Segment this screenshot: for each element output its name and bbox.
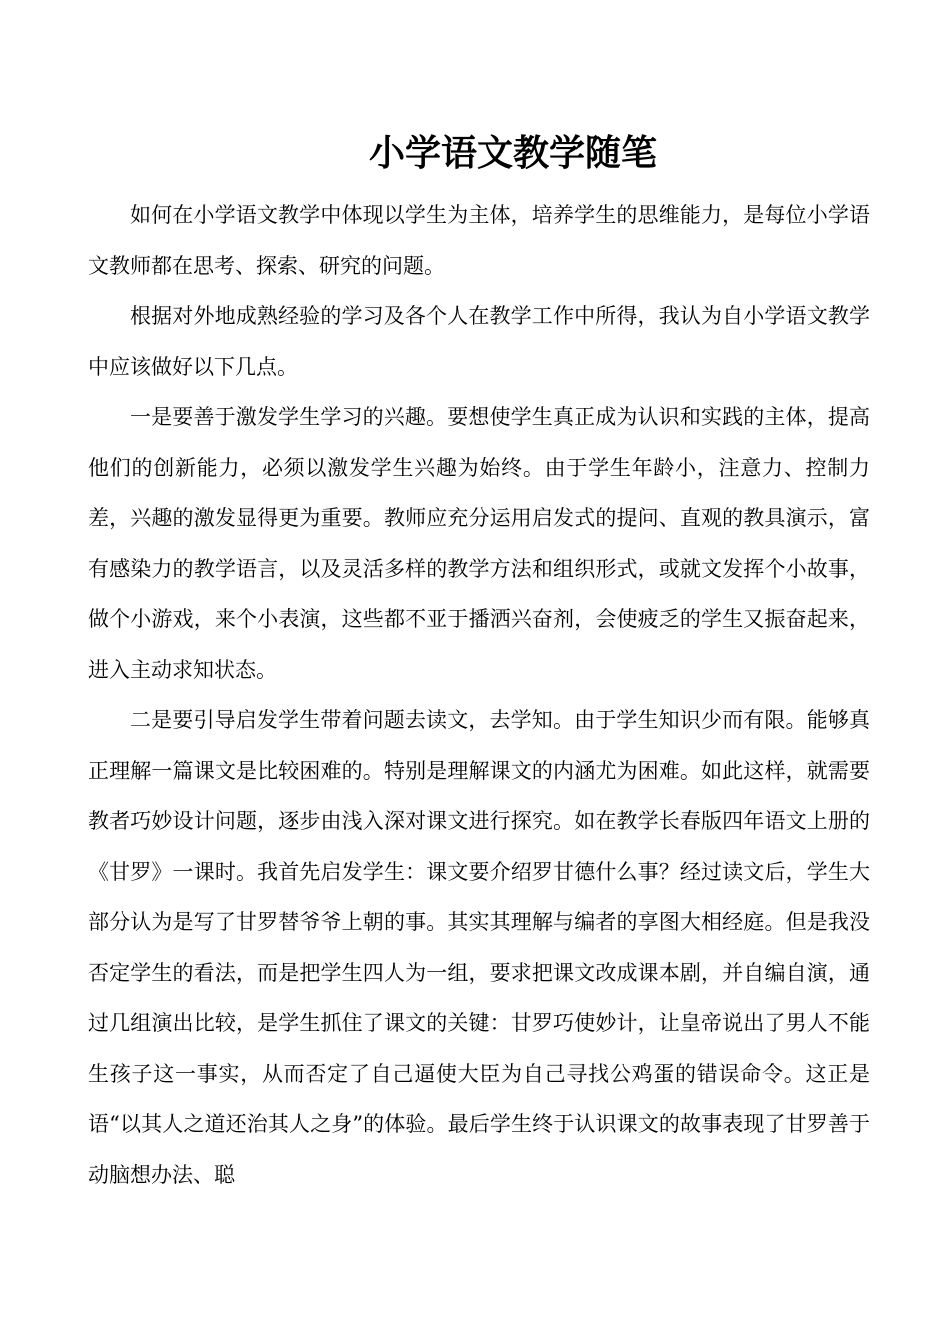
- paragraph-1: 如何在小学语文教学中体现以学生为主体，培养学生的思维能力，是每位小学语文教师都在思考、探索、研究的问题。: [88, 203, 870, 278]
- paragraph-4: 二是要引导启发学生带着问题去读文，去学知。由于学生知识少而有限。能够真正理解一篇课文是比较困难的。特别是理解课文的内涵尤为困难。如此这样，就需要教者巧妙设计问题，逐步由浅入深对课文进行探究。如在教学长春版四年语文上册的《甘罗》一课时。我首先启发学生：课文要介绍罗甘德什么事？经过读文后，学生大部分认为是写了甘罗替爷爷上朝的事。其实其理解与编者的享图大相经庭。但是我没否定学生的看法，而是把学生四人为一组，要求把课文改成课本剧，并自编自演，通过几组演出比较，是学生抓住了课文的关键：甘罗巧使妙计，让皇帝说出了男人不能生孩子这一事实，从而否定了自己逼使大臣为自己寻找公鸡蛋的错误命令。这正是语“以其人之道还治其人之身”的体验。最后学生终于认识课文的故事表现了甘罗善于动脑想办法、聪: [88, 708, 870, 1187]
- paragraph-2: 根据对外地成熟经验的学习及各个人在教学工作中所得，我认为自小学语文教学中应该做好以下几点。: [88, 304, 870, 379]
- document-body: [88, 190, 870, 1200]
- document-title: 小学语文教学随笔: [368, 132, 657, 174]
- paragraph-3: 一是要善于激发学生学习的兴趣。要想使学生真正成为认识和实践的主体，提高他们的创新能力，必须以激发学生兴趣为始终。由于学生年龄小，注意力、控制力差，兴趣的激发显得更为重要。教师应充分运用启发式的提问、直观的教具演示，富有感染力的教学语言，以及灵活多样的教学方法和组织形式，或就文发挥个小故事，做个小游戏，来个小表演，这些都不亚于播洒兴奋剂，会使疲乏的学生又振奋起来，进入主动求知状态。: [88, 405, 870, 682]
